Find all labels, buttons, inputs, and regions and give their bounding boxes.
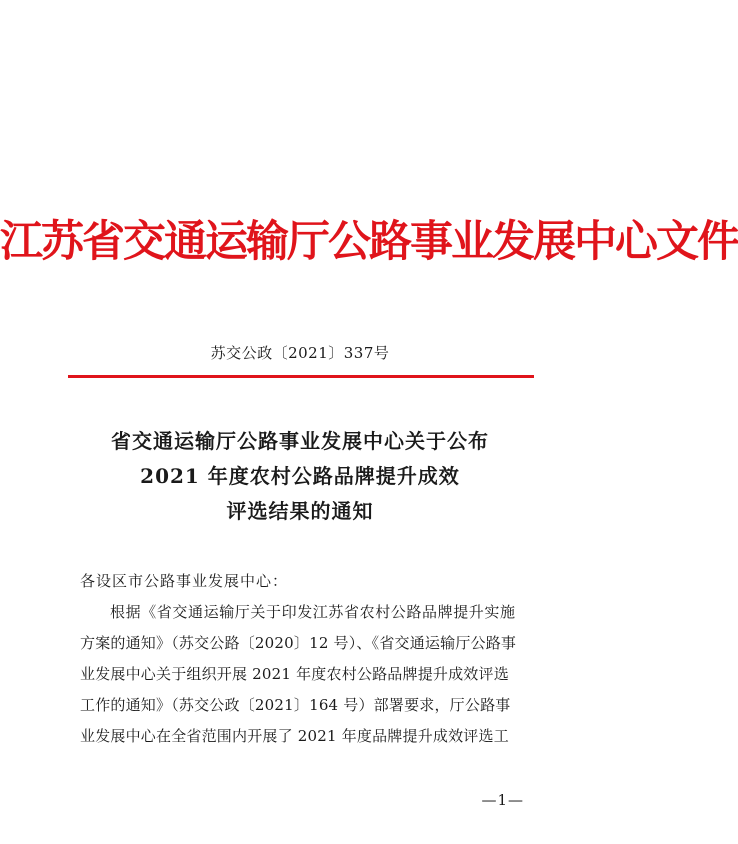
body-line-1: 根据《省交通运输厅关于印发江苏省农村公路品牌提升实施 — [110, 603, 516, 621]
title-line-2: 2021 年度农村公路品牌提升成效 — [140, 464, 460, 488]
page-number: —1— — [481, 791, 524, 809]
body-line-5: 业发展中心在全省范围内开展了 2021 年度品牌提升成效评选工 — [80, 727, 509, 745]
title-line-1: 省交通运输厅公路事业发展中心关于公布 — [111, 429, 489, 453]
body-line-4: 工作的通知》（苏交公政〔2021〕164 号）部署要求，厅公路事 — [80, 696, 511, 714]
red-divider-line — [68, 375, 534, 378]
issuer-header: 江苏省交通运输厅公路事业发展中心文件 — [0, 217, 738, 267]
salutation: 各设区市公路事业发展中心： — [80, 572, 289, 590]
title-line-3: 评选结果的通知 — [226, 499, 374, 523]
document-number: 苏交公政〔2021〕337号 — [210, 344, 390, 362]
body-line-2: 方案的通知》（苏交公路〔2020〕12 号）、《省交通运输厅公路事 — [80, 634, 517, 652]
body-line-3: 业发展中心关于组织开展 2021 年度农村公路品牌提升成效评选 — [80, 665, 509, 683]
